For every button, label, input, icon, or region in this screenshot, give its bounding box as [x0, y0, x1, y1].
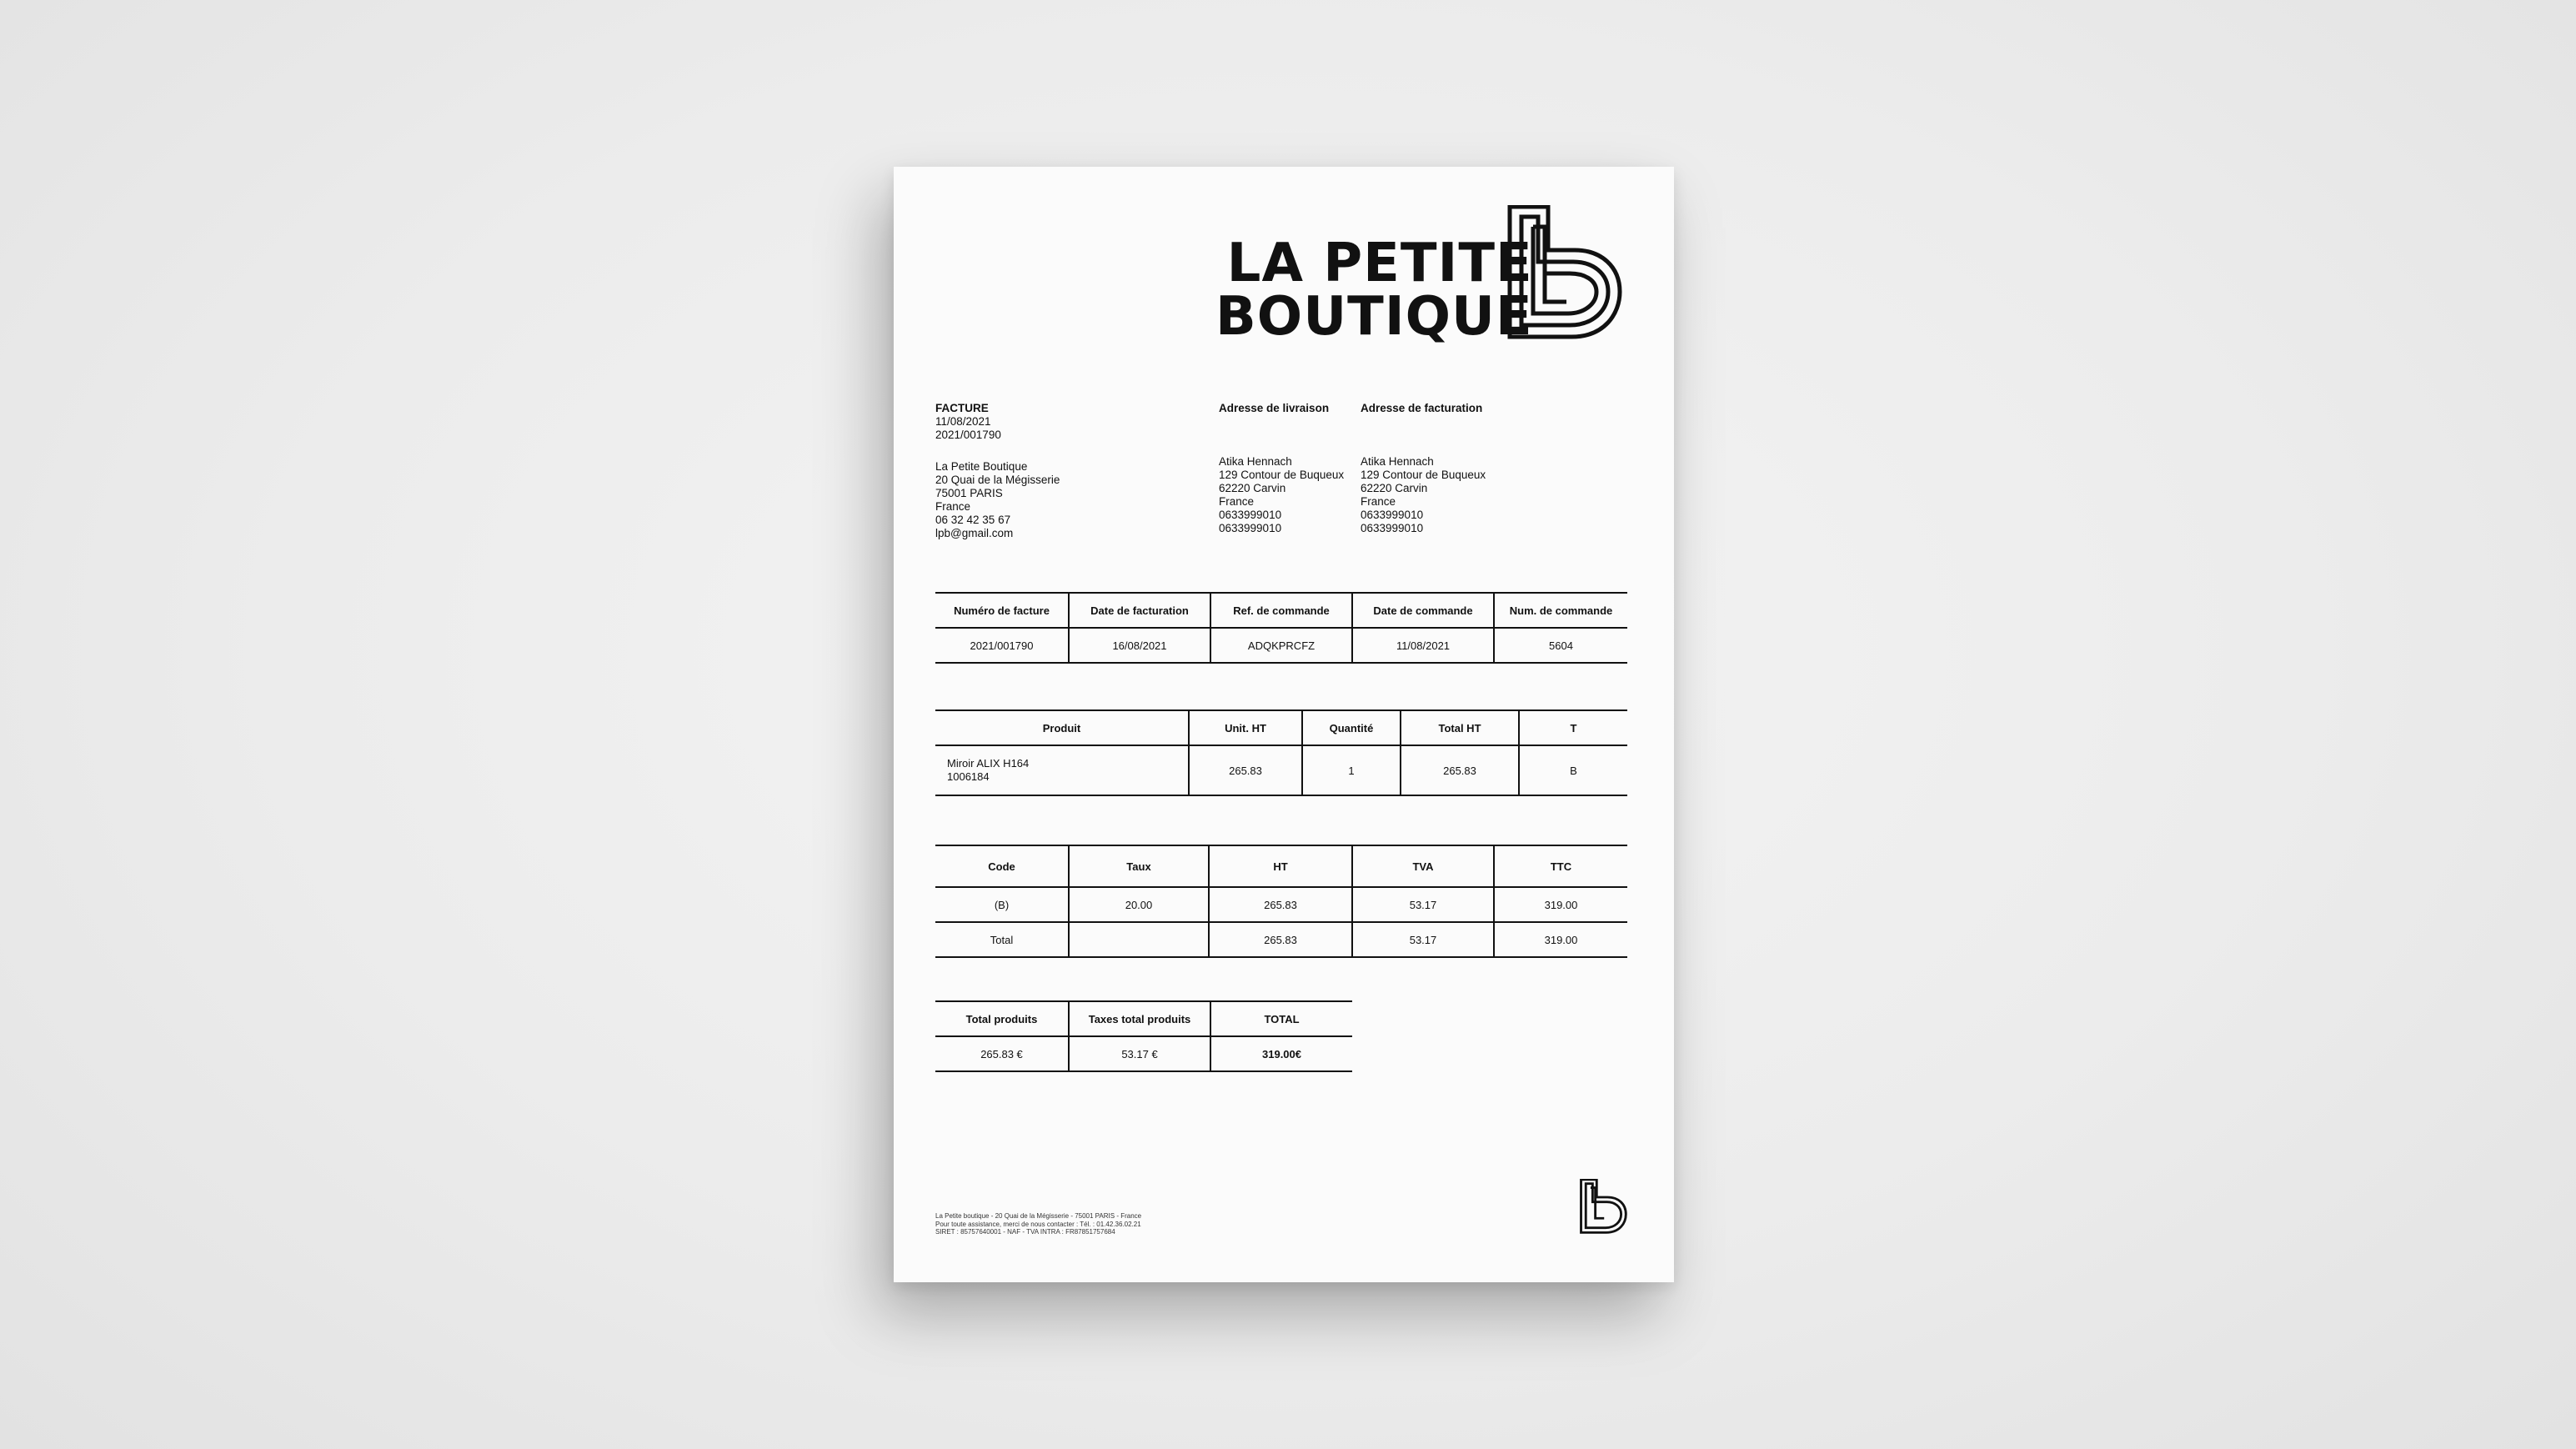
billing-line: 129 Contour de Buqueux: [1361, 469, 1486, 481]
table-header-row: [935, 1001, 1352, 1036]
billing-line: Atika Hennach: [1361, 455, 1434, 468]
billing-line: 0633999010: [1361, 509, 1424, 521]
table-cell: 2021/001790: [970, 639, 1034, 652]
delivery-line: 0633999010: [1219, 509, 1282, 521]
billing-line: 62220 Carvin: [1361, 482, 1428, 494]
footer-line: SIRET : 85757640001 - NAF - TVA INTRA : FR87851757684: [935, 1228, 1115, 1236]
table-row: [935, 922, 1627, 957]
table-cell: 265.83: [1209, 887, 1352, 922]
table-cell: [1069, 922, 1209, 957]
column-header: Num. de commande: [1494, 593, 1627, 628]
totals-table: [935, 1000, 1352, 1072]
column-header: Date de facturation: [1069, 593, 1210, 628]
table-cell: 265.83: [1401, 745, 1519, 795]
column-header: T: [1519, 710, 1627, 745]
table-cell: 53.17: [1352, 922, 1494, 957]
table-cell: Total: [990, 933, 1014, 946]
table-cell: 16/08/2021: [1069, 628, 1210, 663]
table-header-row: [935, 845, 1627, 887]
invoice-paper: [894, 167, 1674, 1282]
brand-line-1: LA PETITE: [1226, 233, 1533, 294]
table-cell: 265.83: [1189, 745, 1302, 795]
column-header: Code: [988, 860, 1015, 873]
column-header: Taxes total produits: [1069, 1001, 1210, 1036]
seller-line: La Petite Boutique: [935, 460, 1028, 473]
table-row: [935, 1036, 1352, 1071]
delivery-heading: Adresse de livraison: [1219, 402, 1330, 414]
billing-heading: Adresse de facturation: [1361, 402, 1483, 414]
seller-email: lpb@gmail.com: [935, 527, 1014, 539]
column-header: Numéro de facture: [954, 604, 1050, 617]
page-footer: [935, 1212, 1141, 1236]
grand-total: 319.00€: [1210, 1036, 1352, 1071]
column-header: TVA: [1352, 845, 1494, 887]
product-table: [935, 709, 1627, 796]
invoice-number: 2021/001790: [935, 429, 1001, 441]
billing-line: France: [1361, 495, 1396, 508]
seller-line: 75001 PARIS: [935, 487, 1003, 499]
table-row: [935, 745, 1627, 795]
invoice-info: [935, 402, 1001, 442]
column-header: Total HT: [1401, 710, 1519, 745]
column-header: TOTAL: [1210, 1001, 1352, 1036]
footer-line: La Petite boutique - 20 Quai de la Mégisserie - 75001 PARIS - France: [935, 1212, 1142, 1220]
table-cell: ADQKPRCFZ: [1210, 628, 1352, 663]
seller-line: France: [935, 500, 971, 513]
invoice-date: 11/08/2021: [935, 415, 991, 428]
table-cell: 53.17: [1352, 887, 1494, 922]
column-header: Total produits: [965, 1012, 1038, 1025]
billing-line: 0633999010: [1361, 522, 1424, 534]
delivery-line: 62220 Carvin: [1219, 482, 1286, 494]
column-header: Taux: [1069, 845, 1209, 887]
lpb-monogram-small-icon: [1579, 1179, 1627, 1234]
table-cell: B: [1519, 745, 1627, 795]
table-header-row: [935, 593, 1627, 628]
delivery-address: [1219, 455, 1344, 535]
footer-line: Pour toute assistance, merci de nous contacter : Tél. : 01.42.36.02.21: [935, 1220, 1141, 1228]
delivery-line: 0633999010: [1219, 522, 1282, 534]
table-cell: 319.00: [1494, 922, 1627, 957]
column-header: Ref. de commande: [1210, 593, 1352, 628]
product-ref: 1006184: [947, 770, 990, 783]
tax-table: [935, 845, 1627, 958]
table-cell: 20.00: [1069, 887, 1209, 922]
table-row: [935, 628, 1627, 663]
seller-address: [935, 460, 1060, 540]
table-cell: 319.00: [1494, 887, 1627, 922]
column-header: Quantité: [1302, 710, 1401, 745]
order-table: [935, 592, 1627, 664]
column-header: HT: [1209, 845, 1352, 887]
seller-line: 06 32 42 35 67: [935, 514, 1011, 526]
table-cell: 265.83: [1209, 922, 1352, 957]
brand-wordmark: [1215, 233, 1533, 348]
product-name: Miroir ALIX H164: [947, 757, 1030, 770]
table-cell: 53.17 €: [1069, 1036, 1210, 1071]
table-cell: 1: [1302, 745, 1401, 795]
column-header: Date de commande: [1352, 593, 1494, 628]
table-cell: 5604: [1494, 628, 1627, 663]
brand-line-2: BOUTIQUE: [1215, 286, 1533, 348]
delivery-line: Atika Hennach: [1219, 455, 1292, 468]
billing-address: [1361, 455, 1486, 535]
table-cell: (B): [994, 898, 1010, 911]
lpb-monogram-icon: [1505, 205, 1623, 340]
delivery-line: 129 Contour de Buqueux: [1219, 469, 1345, 481]
invoice-title: FACTURE: [935, 402, 989, 414]
seller-line: 20 Quai de la Mégisserie: [935, 474, 1060, 486]
table-row: [935, 887, 1627, 922]
column-header: TTC: [1494, 845, 1627, 887]
column-header: Produit: [1042, 721, 1081, 735]
table-cell: 11/08/2021: [1352, 628, 1494, 663]
delivery-line: France: [1219, 495, 1255, 508]
column-header: Unit. HT: [1189, 710, 1302, 745]
table-cell: 265.83 €: [980, 1047, 1023, 1060]
product-cell: [935, 745, 1189, 795]
table-header-row: [935, 710, 1627, 745]
